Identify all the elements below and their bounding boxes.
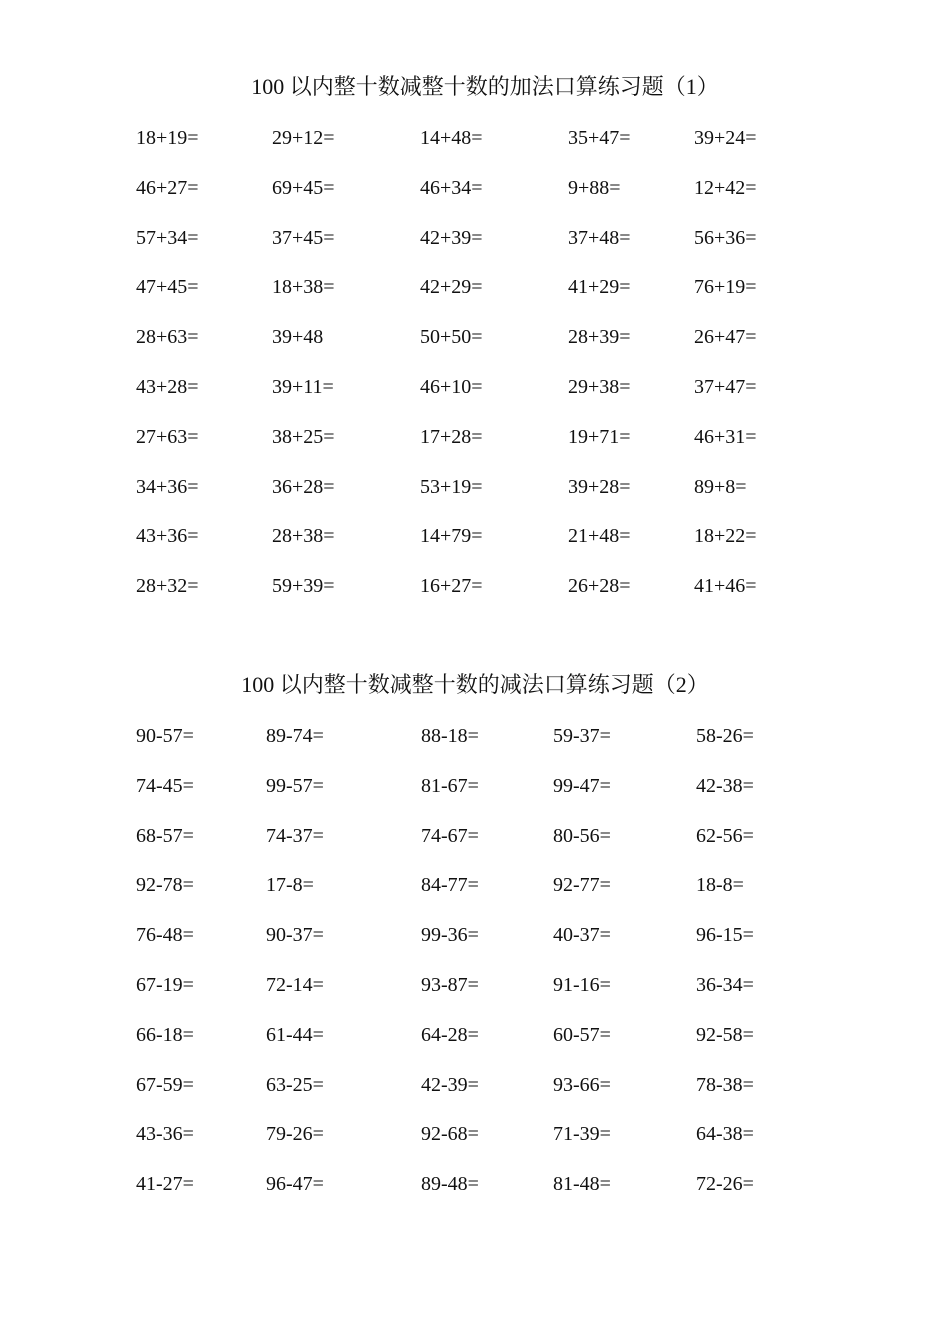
- problem-item: 84-77=: [421, 874, 479, 897]
- problem-item: 14+48=: [420, 127, 483, 149]
- problem-item: 36+28=: [272, 475, 335, 498]
- problem-item: 74-67=: [421, 824, 479, 847]
- problem-item: 17-8=: [266, 874, 314, 897]
- problem-item: 42+29=: [420, 276, 483, 299]
- problem-item: 57+34=: [136, 226, 199, 249]
- problem-item: 46+27=: [136, 176, 199, 199]
- problem-item: 41+46=: [694, 575, 757, 598]
- problem-item: 81-67=: [421, 774, 479, 797]
- problem-item: 43-36=: [136, 1123, 194, 1146]
- problem-item: 27+63=: [136, 425, 199, 448]
- problem-item: 38+25=: [272, 425, 335, 448]
- problem-item: 90-37=: [266, 924, 324, 947]
- problem-item: 53+19=: [420, 475, 483, 498]
- problem-item: 16+27=: [420, 575, 483, 598]
- problem-item: 18+19=: [136, 127, 199, 149]
- section-title-subtraction: 100 以内整十数减整十数的减法口算练习题（2）: [241, 672, 709, 697]
- problem-item: 81-48=: [553, 1173, 611, 1196]
- problem-item: 56+36=: [694, 226, 757, 249]
- problem-item: 64-38=: [696, 1123, 754, 1146]
- problem-item: 35+47=: [568, 127, 631, 149]
- problem-item: 28+38=: [272, 525, 335, 548]
- problem-item: 29+38=: [568, 376, 631, 398]
- problem-item: 46+10=: [420, 376, 483, 398]
- problem-item: 47+45=: [136, 276, 199, 299]
- problem-item: 96-47=: [266, 1173, 324, 1196]
- problem-item: 99-47=: [553, 774, 611, 797]
- problem-item: 19+71=: [568, 425, 631, 448]
- problem-item: 89-48=: [421, 1173, 479, 1196]
- problem-item: 50+50=: [420, 326, 483, 349]
- problem-item: 74-37=: [266, 824, 324, 847]
- problem-item: 39+24=: [694, 127, 757, 149]
- problem-item: 78-38=: [696, 1073, 754, 1096]
- problem-item: 41-27=: [136, 1173, 194, 1196]
- problem-item: 42-38=: [696, 774, 754, 797]
- problem-item: 89+8=: [694, 475, 747, 498]
- problem-item: 37+47=: [694, 376, 757, 398]
- problem-item: 34+36=: [136, 475, 199, 498]
- problem-item: 21+48=: [568, 525, 631, 548]
- problem-item: 64-28=: [421, 1023, 479, 1046]
- problem-item: 18+38=: [272, 276, 335, 299]
- problem-item: 96-15=: [696, 924, 754, 947]
- problem-item: 18+22=: [694, 525, 757, 548]
- problem-item: 72-14=: [266, 974, 324, 996]
- problem-item: 26+28=: [568, 575, 631, 598]
- problem-item: 92-68=: [421, 1123, 479, 1146]
- problem-item: 66-18=: [136, 1023, 194, 1046]
- problem-item: 28+39=: [568, 326, 631, 349]
- problem-item: 40-37=: [553, 924, 611, 947]
- problem-item: 37+48=: [568, 226, 631, 249]
- problem-item: 72-26=: [696, 1173, 754, 1196]
- problem-item: 89-74=: [266, 725, 324, 747]
- problem-item: 76-48=: [136, 924, 194, 947]
- problem-item: 26+47=: [694, 326, 757, 349]
- section-title-addition: 100 以内整十数减整十数的加法口算练习题（1）: [251, 74, 719, 99]
- problem-item: 90-57=: [136, 725, 194, 747]
- problem-item: 71-39=: [553, 1123, 611, 1146]
- problem-item: 28+32=: [136, 575, 199, 598]
- problem-item: 41+29=: [568, 276, 631, 299]
- problem-item: 79-26=: [266, 1123, 324, 1146]
- problem-item: 63-25=: [266, 1073, 324, 1096]
- problem-item: 67-19=: [136, 974, 194, 996]
- problem-item: 29+12=: [272, 127, 335, 149]
- problem-item: 92-58=: [696, 1023, 754, 1046]
- problem-item: 39+28=: [568, 475, 631, 498]
- problem-item: 43+36=: [136, 525, 199, 548]
- problem-item: 61-44=: [266, 1023, 324, 1046]
- problem-item: 59+39=: [272, 575, 335, 598]
- problem-item: 36-34=: [696, 974, 754, 996]
- problem-item: 67-59=: [136, 1073, 194, 1096]
- problem-item: 17+28=: [420, 425, 483, 448]
- problem-item: 60-57=: [553, 1023, 611, 1046]
- problem-item: 92-77=: [553, 874, 611, 897]
- problem-item: 69+45=: [272, 176, 335, 199]
- problem-item: 37+45=: [272, 226, 335, 249]
- problem-item: 46+31=: [694, 425, 757, 448]
- problem-item: 9+88=: [568, 176, 621, 199]
- problem-item: 93-87=: [421, 974, 479, 996]
- problem-item: 92-78=: [136, 874, 194, 897]
- problem-item: 43+28=: [136, 376, 199, 398]
- problem-item: 91-16=: [553, 974, 611, 996]
- problem-item: 39+48: [272, 326, 324, 349]
- problem-item: 18-8=: [696, 874, 744, 897]
- problem-item: 68-57=: [136, 824, 194, 847]
- problem-item: 42+39=: [420, 226, 483, 249]
- problem-item: 39+11=: [272, 376, 334, 398]
- problem-item: 99-57=: [266, 774, 324, 797]
- problem-item: 58-26=: [696, 725, 754, 747]
- problem-item: 42-39=: [421, 1073, 479, 1096]
- problem-item: 99-36=: [421, 924, 479, 947]
- problem-item: 46+34=: [420, 176, 483, 199]
- problem-item: 88-18=: [421, 725, 479, 747]
- problem-item: 93-66=: [553, 1073, 611, 1096]
- problem-item: 62-56=: [696, 824, 754, 847]
- problem-item: 28+63=: [136, 326, 199, 349]
- problem-item: 12+42=: [694, 176, 757, 199]
- problem-item: 74-45=: [136, 774, 194, 797]
- problem-item: 80-56=: [553, 824, 611, 847]
- problem-item: 59-37=: [553, 725, 611, 747]
- problem-item: 14+79=: [420, 525, 483, 548]
- problem-item: 76+19=: [694, 276, 757, 299]
